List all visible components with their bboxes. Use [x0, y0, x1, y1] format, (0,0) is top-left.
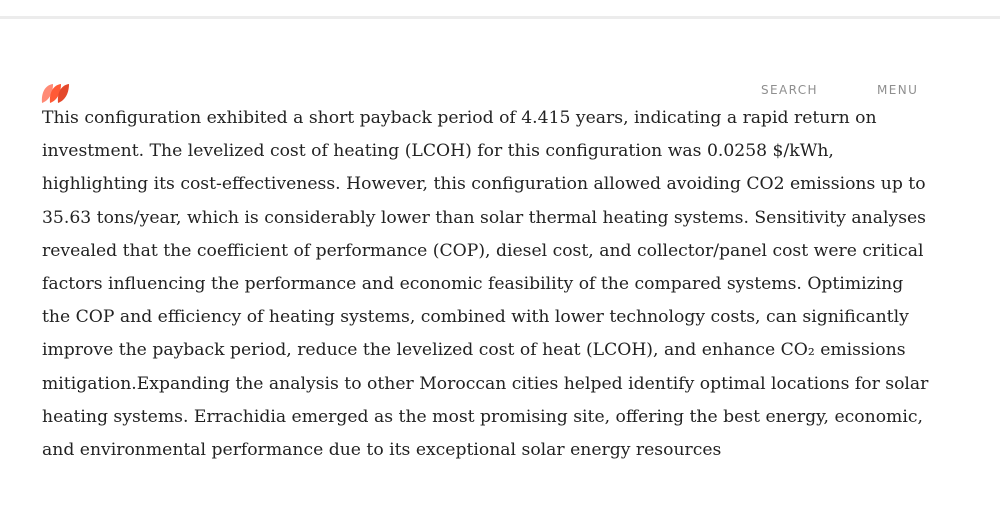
brand-leaf-logo-icon[interactable]	[40, 80, 70, 104]
article-line: highlighting its cost-effectiveness. However, this configuration allowed avoiding CO2 emissions up to	[42, 174, 926, 195]
article-line: heating systems. Errachidia emerged as the most promising site, offering the best energy, economic,	[42, 406, 923, 427]
article-line: 35.63 tons/year, which is considerably lower than solar thermal heating systems. Sensitivity analyses	[42, 207, 927, 228]
article-line: mitigation.Expanding the analysis to other Moroccan cities helped identify optimal locations for solar	[42, 373, 929, 394]
article-line: factors influencing the performance and economic feasibility of the compared systems. Optimizing	[42, 274, 904, 295]
menu-button[interactable]: MENU	[877, 83, 919, 97]
article-line: improve the payback period, reduce the levelized cost of heat (LCOH), and enhance CO₂ emissions	[42, 340, 906, 361]
search-link[interactable]: SEARCH	[761, 83, 818, 97]
article-line: investment. The levelized cost of heating (LCOH) for this configuration was 0.0258 $/kWh,	[42, 141, 834, 162]
top-divider	[0, 16, 1000, 19]
next-paragraph-fragment	[42, 503, 742, 514]
article-line: the COP and efficiency of heating systems, combined with lower technology costs, can significantly	[42, 307, 909, 328]
article-line: This configuration exhibited a short payback period of 4.415 years, indicating a rapid return on	[42, 108, 877, 128]
article-line: and environmental performance due to its exceptional solar energy resources	[42, 440, 722, 461]
article-paragraph	[42, 102, 962, 467]
article-line: revealed that the coefficient of performance (COP), diesel cost, and collector/panel cost were critical	[42, 240, 924, 261]
